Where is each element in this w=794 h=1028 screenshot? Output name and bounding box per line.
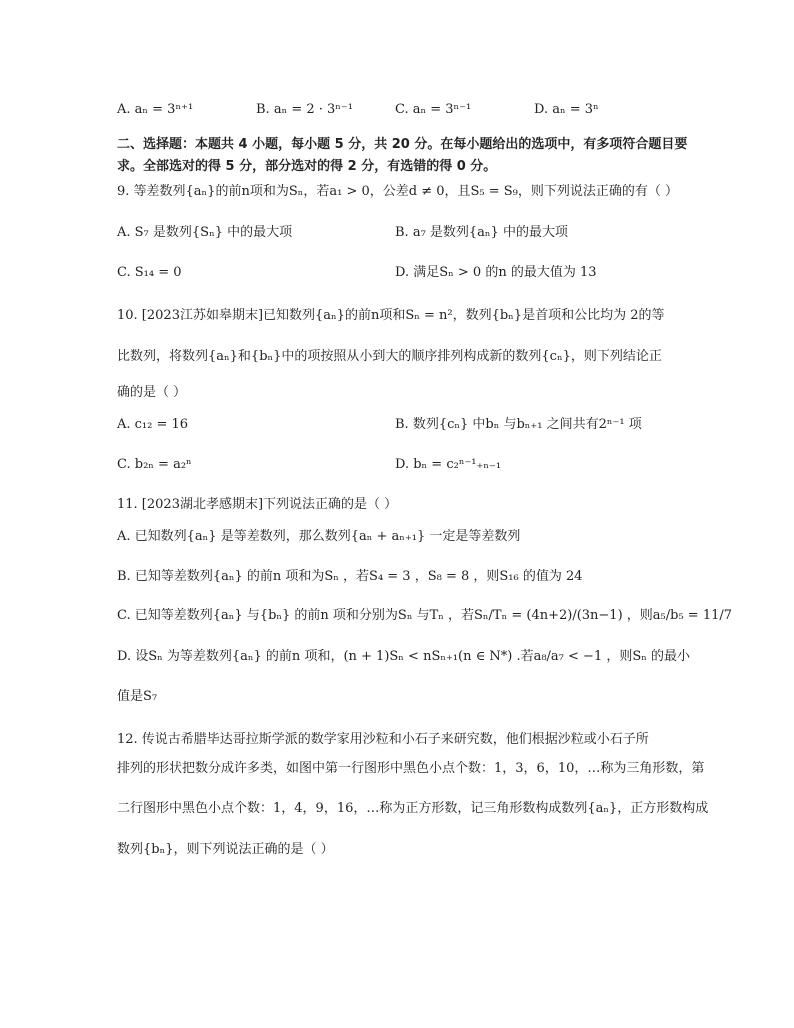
q9-option-c: C. S₁₄ = 0: [117, 265, 182, 280]
q10-option-a: A. c₁₂ = 16: [117, 417, 189, 432]
option-b-prev: B. aₙ = 2 · 3ⁿ⁻¹: [256, 102, 353, 117]
option-a-prev: A. aₙ = 3ⁿ⁺¹: [117, 102, 194, 117]
q11-option-c: C. 已知等差数列{aₙ} 与{bₙ} 的前n 项和分别为Sₙ 与Tₙ ，若Sₙ/Tₙ = (4n+2)/(3n−1) ，则a₅/b₅ = 11/7: [117, 608, 733, 623]
q12-stem-line1: 12. 传说古希腊毕达哥拉斯学派的数学家用沙粒和小石子来研究数，他们根据沙粒或小石子所: [117, 732, 649, 747]
q11-option-d-line1: D. 设Sₙ 为等差数列{aₙ} 的前n 项和，(n + 1)Sₙ < nSₙ₊₁(n ∈ N*) .若a₈/a₇ < −1 ，则Sₙ 的最小: [117, 649, 691, 664]
q10-stem-line2: 比数列，将数列{aₙ}和{bₙ}中的项按照从小到大的顺序排列构成新的数列{cₙ}，则下列结论正: [117, 349, 662, 364]
q10-option-d: D. bₙ = c₂ⁿ⁻¹₊ₙ₋₁: [395, 457, 502, 472]
q11-option-a: A. 已知数列{aₙ} 是等差数列，那么数列{aₙ + aₙ₊₁} 一定是等差数列: [117, 529, 521, 544]
q12-stem-line2: 排列的形状把数分成许多类，如图中第一行图形中黑色小点个数：1，3，6，10，…称为三角形数，第: [117, 761, 705, 776]
q11-option-b: B. 已知等差数列{aₙ} 的前n 项和为Sₙ ，若S₄ = 3 ，S₈ = 8 ，则S₁₆ 的值为 24: [117, 569, 583, 584]
q10-option-b: B. 数列{cₙ} 中bₙ 与bₙ₊₁ 之间共有2ⁿ⁻¹ 项: [395, 417, 642, 432]
section-heading-line1: 二、选择题：本题共 4 小题，每小题 5 分，共 20 分。在每小题给出的选项中，有多项符合题目要: [117, 137, 688, 152]
q12-stem-line3: 二行图形中黑色小点个数：1，4，9，16，…称为正方形数，记三角形数构成数列{aₙ}，正方形数构成: [117, 801, 709, 816]
q11-option-d-line2: 值是S₇: [117, 689, 158, 704]
q9-option-a: A. S₇ 是数列{Sₙ} 中的最大项: [117, 225, 293, 240]
q9-option-d: D. 满足Sₙ > 0 的n 的最大值为 13: [395, 265, 597, 280]
option-d-prev: D. aₙ = 3ⁿ: [534, 102, 599, 117]
q9-option-b: B. a₇ 是数列{aₙ} 中的最大项: [395, 225, 568, 240]
q9-stem: 9. 等差数列{aₙ}的前n项和为Sₙ，若a₁ > 0，公差d ≠ 0，且S₅ = S₉，则下列说法正确的有（ ）: [117, 184, 679, 199]
q10-stem-line1: 10. [2023江苏如皋期末]已知数列{aₙ}的前n项和Sₙ = n²，数列{bₙ}是首项和公比均为 2的等: [117, 308, 665, 323]
q10-stem-line3: 确的是（ ）: [117, 385, 187, 400]
q10-option-c: C. b₂ₙ = a₂ⁿ: [117, 457, 192, 472]
section-heading-line2: 求。全部选对的得 5 分，部分选对的得 2 分，有选错的得 0 分。: [117, 159, 497, 174]
q11-stem: 11. [2023湖北孝感期末]下列说法正确的是（ ）: [117, 497, 398, 512]
q12-stem-line4: 数列{bₙ}，则下列说法正确的是（ ）: [117, 842, 334, 857]
option-c-prev: C. aₙ = 3ⁿ⁻¹: [395, 102, 472, 117]
